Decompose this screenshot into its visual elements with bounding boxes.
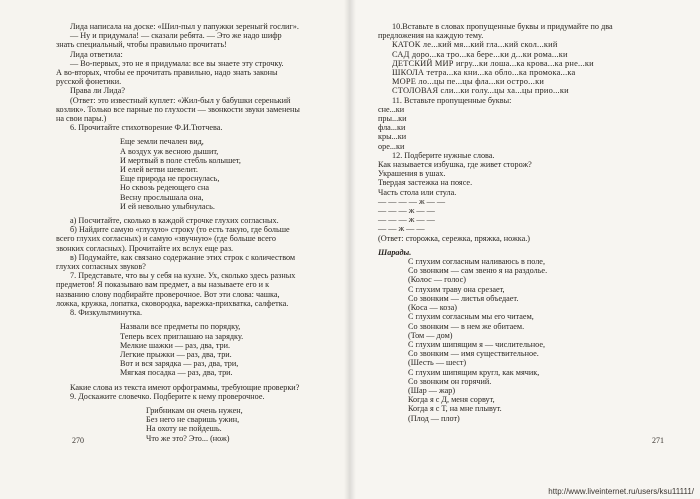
charade-line: С глухим шипящим кругл, как мячик, xyxy=(408,367,540,377)
text-line: б) Найдите самую «глухую» строку (то есть такую, где больше xyxy=(70,225,290,235)
poem-line: И елей ветви шевелит. xyxy=(120,165,198,175)
word-row: САД доро...ка тро...ка бере...ки д...ки рома...ки xyxy=(392,49,568,59)
poem-line: На охоту не пойдешь. xyxy=(146,424,222,434)
poem-line: Еще земли печален вид, xyxy=(120,137,204,147)
answer-line: (Ответ: сторожка, сережка, пряжка, ножка.) xyxy=(378,233,530,243)
charade-line: Со звонким — в нем же обитаем. xyxy=(408,321,525,331)
list-item: пры...ки xyxy=(378,114,407,124)
charade-line: (Колос — голос) xyxy=(408,275,466,285)
poem-line: Без него не сваришь ужин, xyxy=(146,415,240,425)
blank-pattern: — — — — ж — — xyxy=(378,196,446,206)
charade-line: С глухим шипящим я — числительное, xyxy=(408,339,546,349)
poem-line: Что же это? Это... (нож) xyxy=(146,433,230,443)
right-page xyxy=(350,0,700,499)
text-line: 9. Доскажите словечко. Подберите к нему проверочное. xyxy=(70,391,265,401)
text-line: Украшения в ушах. xyxy=(378,169,446,179)
page-number: 271 xyxy=(652,436,664,445)
list-item: сне...ки xyxy=(378,104,405,114)
text-line: А во-вторых, чтобы ее прочитать правильно, надо знать законы xyxy=(56,68,278,78)
text-line: Часть стола или стула. xyxy=(378,187,457,197)
text-line: 10.Вставьте в словах пропущенные буквы и придумайте по два xyxy=(392,22,613,31)
charade-line: С глухим согласным наливаюсь в поле, xyxy=(408,257,545,267)
word-row: КАТОК ле...кий мя...кий гла...кий скол...кий xyxy=(392,40,558,50)
watermark-url[interactable]: http://www.liveinternet.ru/users/ksu11111/ xyxy=(548,487,694,496)
right-intro xyxy=(378,22,682,40)
blank-pattern: — — — ж — — xyxy=(378,206,435,216)
poem-line: И мертвый в поле стебль колышет, xyxy=(120,155,241,165)
text-line: 6. Прочитайте стихотворение Ф.И.Тютчева. xyxy=(70,123,223,133)
book-gutter xyxy=(344,0,356,499)
charade-line: Когда я с Т, на мне плывут. xyxy=(408,404,502,414)
text-line: предложения на каждую тему. xyxy=(378,31,484,41)
text-line: на свои пары.) xyxy=(56,114,107,124)
text-line: — Ну и придумала! — сказали ребята. — Это же надо шифр xyxy=(70,31,282,41)
poem-line: Назвали все предметы по порядку, xyxy=(120,322,241,332)
left-closing xyxy=(56,383,336,401)
poem-line: И ей невольно улыбнулась. xyxy=(120,201,215,211)
text-line: глухих согласных звуков? xyxy=(56,262,146,272)
list-item: кры...ки xyxy=(378,132,407,142)
poem-tyutchev xyxy=(56,137,336,211)
task-12-lines xyxy=(378,160,682,197)
charade-line: Со звонким — сам звеню я на раздолье. xyxy=(408,266,548,276)
text-line: Лида написала на доске: «Шил-пыл у папужки зереныгй гослиг». xyxy=(70,22,299,31)
poem-line: Еще природа не проснулась, xyxy=(120,174,220,184)
word-rows xyxy=(378,40,682,95)
text-line: 7. Представьте, что вы у себя на кухне. Ух, сколько здесь разных xyxy=(70,271,296,281)
poem-line: Мелкие шажки — раз, два, три. xyxy=(120,340,231,350)
text-line: 8. Физкультминутка. xyxy=(70,308,143,318)
word-row: ШКОЛА тетра...ка кни...ка обло...ка промока...ка xyxy=(392,68,576,78)
text-line: предметов! Я показываю вам предмет, а вы называете его и к xyxy=(56,280,270,290)
text-line: Права ли Лида? xyxy=(70,86,125,96)
charade-line: (Коса — коза) xyxy=(408,303,457,313)
poem-exercise xyxy=(56,322,336,377)
left-intro xyxy=(56,22,336,132)
charade-line: Со звонким он горячий. xyxy=(408,376,492,386)
charade-line: С глухим согласным мы его читаем, xyxy=(408,312,534,322)
poem-line: Но сквозь редеющего сна xyxy=(120,183,210,193)
page-number: 270 xyxy=(72,436,84,445)
charade-line: (Плод — плот) xyxy=(408,413,460,423)
text-line: козлик». Только все парные по глухости — звонкости звуки заменены xyxy=(56,104,300,114)
text-line: а) Посчитайте, сколько в каждой строчке глухих согласных. xyxy=(70,216,279,226)
left-tasks xyxy=(56,216,336,317)
charade-line: С глухим траву она срезает, xyxy=(408,284,505,294)
word-row: СТОЛОВАЯ сли...ки голу...цы ха...цы прио...ки xyxy=(392,86,569,96)
poem-line: Легкие прыжки — раз, два, три. xyxy=(120,349,232,359)
poem-line: Весну прослышала она, xyxy=(120,192,204,202)
charade-line: (Том — дом) xyxy=(408,330,453,340)
text-line: звонких согласных). Прочитайте их вслух еще раз. xyxy=(56,243,234,253)
poem-line: А воздух уж весною дышит, xyxy=(120,146,219,156)
text-line: всего глухих согласных) и самую «звучную» (где больше всего xyxy=(56,234,276,244)
charade-line: (Шар — жар) xyxy=(408,385,456,395)
poem-line: Вот и вся зарядка — раз, два, три, xyxy=(120,359,239,369)
list-item: оре...ки xyxy=(378,141,405,151)
blank-pattern: — — — ж — — xyxy=(378,215,435,225)
poem-riddle xyxy=(56,406,336,443)
task-11-list xyxy=(378,105,682,151)
text-line: Твердая застежка на поясе. xyxy=(378,178,473,188)
text-line: знать специальный, чтобы правильно прочитать! xyxy=(56,40,227,50)
text-line: в) Подумайте, как связано содержание этих строк с количеством xyxy=(70,252,296,262)
text-line: Как называется избушка, где живет сторож? xyxy=(378,160,532,170)
charade-line: Со звонким — имя существительное. xyxy=(408,349,539,359)
text-line: Какие слова из текста имеют орфограммы, требующие проверки? xyxy=(70,382,300,392)
charades-title: Шарады. xyxy=(378,247,412,257)
word-row: ДЕТСКИЙ МИР игру...ки лоша...ка крова...ка рне...ки xyxy=(392,58,594,68)
text-line: — Во-первых, это не я придумала: все вы знаете эту строчку. xyxy=(70,58,284,68)
task-12-heading: 12. Подберите нужные слова. xyxy=(392,150,495,160)
charades xyxy=(378,257,682,423)
poem-line: Грибникам он очень нужен, xyxy=(146,405,243,415)
poem-line: Мягкая посадка — раз, два, три. xyxy=(120,368,233,378)
charade-line: Со звонким — листья объедает. xyxy=(408,293,519,303)
poem-line: Теперь всех приглашаю на зарядку. xyxy=(120,331,244,341)
charade-line: Когда я с Д, меня сорвут, xyxy=(408,395,495,405)
blank-patterns xyxy=(378,197,682,234)
text-line: Лида ответила: xyxy=(70,49,123,59)
blank-pattern: — — ж — — xyxy=(378,224,425,234)
list-item: фла...ки xyxy=(378,123,406,133)
task-11-heading: 11. Вставьте пропущенные буквы: xyxy=(392,95,512,105)
text-line: русской фонетики. xyxy=(56,77,122,87)
text-line: (Ответ: это известный куплет: «Жил-был у бабушки серенький xyxy=(70,95,291,105)
text-line: названию слову подбирайте проверочное. Вот эти слова: чашка, xyxy=(56,289,280,299)
word-row: МОРЕ ло...цы пе...цы фла...ки остро...ки xyxy=(392,77,545,87)
charade-line: (Шесть — шест) xyxy=(408,358,467,368)
text-line: ложка, кружка, лопатка, сковородка, варежка-прихватка, салфетка. xyxy=(56,298,289,308)
